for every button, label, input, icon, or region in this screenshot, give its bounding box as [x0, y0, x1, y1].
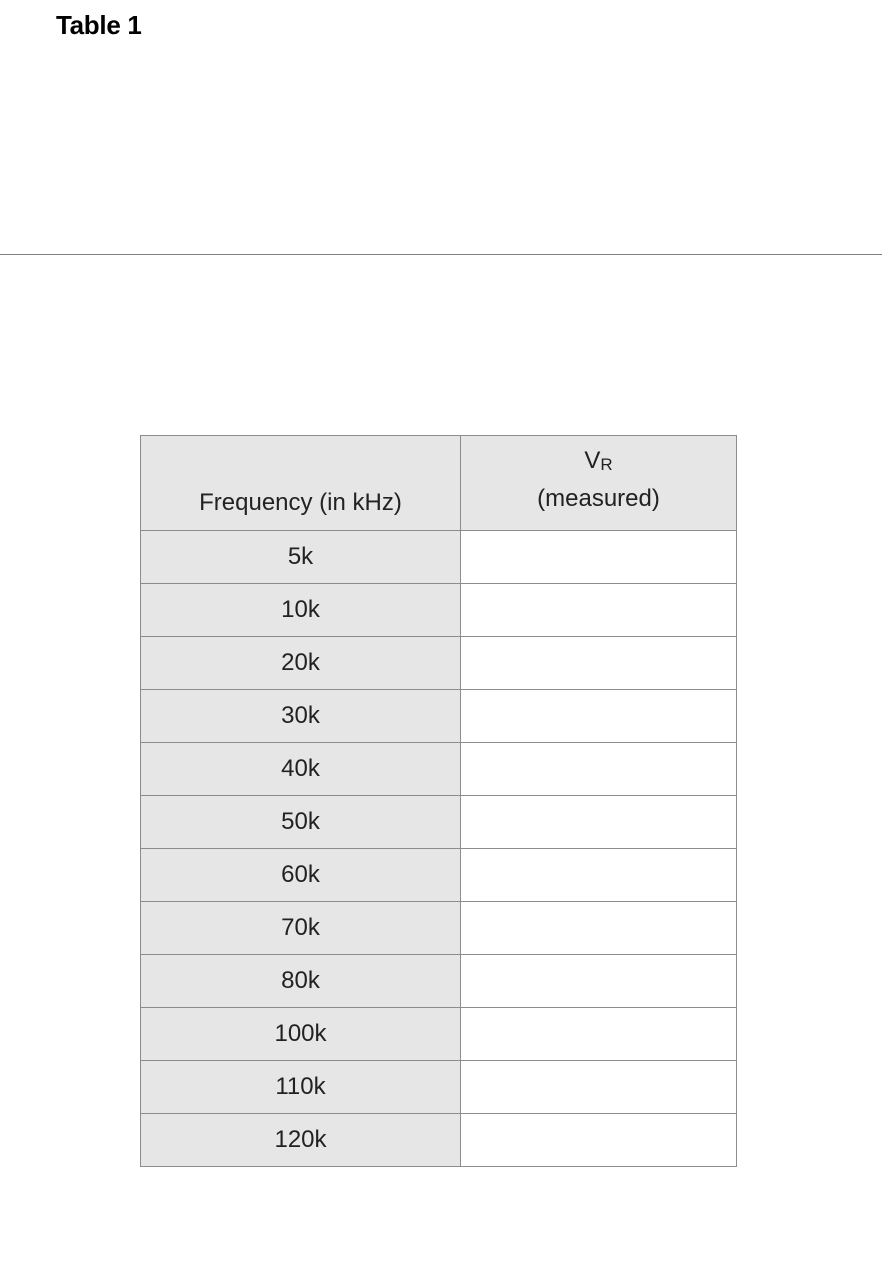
measured-value-cell[interactable] — [461, 743, 737, 796]
section-divider — [0, 254, 882, 255]
voltage-header-note: (measured) — [537, 485, 660, 512]
voltage-column-header — [461, 436, 737, 531]
frequency-cell: 5k — [141, 531, 461, 584]
table-row — [141, 1008, 737, 1061]
frequency-header-label: Frequency (in kHz) — [199, 489, 402, 516]
table-row — [141, 796, 737, 849]
frequency-column-header — [141, 436, 461, 531]
table-row — [141, 743, 737, 796]
frequency-cell: 40k — [141, 743, 461, 796]
table-row — [141, 531, 737, 584]
frequency-cell: 100k — [141, 1008, 461, 1061]
table-row — [141, 690, 737, 743]
frequency-voltage-table — [140, 435, 737, 1167]
frequency-cell: 60k — [141, 849, 461, 902]
frequency-cell: 80k — [141, 955, 461, 1008]
measured-value-cell[interactable] — [461, 849, 737, 902]
measured-value-cell[interactable] — [461, 796, 737, 849]
frequency-cell: 20k — [141, 637, 461, 690]
table-row — [141, 849, 737, 902]
frequency-cell: 70k — [141, 902, 461, 955]
frequency-cell: 120k — [141, 1114, 461, 1167]
table-row — [141, 584, 737, 637]
frequency-cell: 50k — [141, 796, 461, 849]
measured-value-cell[interactable] — [461, 1008, 737, 1061]
document-title: Table 1 — [56, 10, 142, 40]
measured-value-cell[interactable] — [461, 1061, 737, 1114]
frequency-cell: 110k — [141, 1061, 461, 1114]
voltage-symbol: V — [584, 447, 601, 474]
measured-value-cell[interactable] — [461, 690, 737, 743]
frequency-cell: 30k — [141, 690, 461, 743]
table-row — [141, 637, 737, 690]
table-row — [141, 955, 737, 1008]
voltage-header-symbol — [461, 436, 736, 482]
table-row — [141, 1114, 737, 1167]
measured-value-cell[interactable] — [461, 1114, 737, 1167]
table-row — [141, 1061, 737, 1114]
voltage-subscript: R — [600, 455, 613, 474]
measured-value-cell[interactable] — [461, 902, 737, 955]
measured-value-cell[interactable] — [461, 637, 737, 690]
measured-value-cell[interactable] — [461, 531, 737, 584]
measured-value-cell[interactable] — [461, 584, 737, 637]
frequency-cell: 10k — [141, 584, 461, 637]
table-header-row — [141, 436, 737, 531]
measured-value-cell[interactable] — [461, 955, 737, 1008]
table-row — [141, 902, 737, 955]
